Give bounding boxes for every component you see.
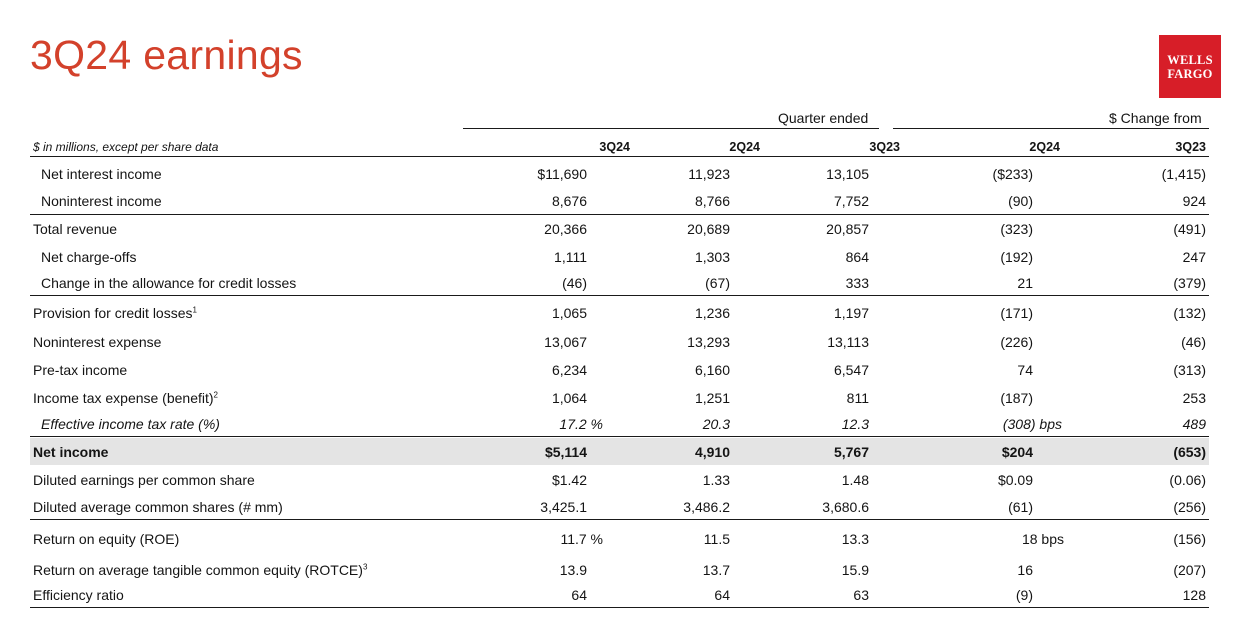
cell-3q24: 20,366 <box>544 221 587 237</box>
cell-2q24: 1,236 <box>694 304 730 321</box>
wells-fargo-logo <box>1159 35 1221 98</box>
row-label: Total revenue <box>33 221 118 237</box>
change-from-header: $ Change from <box>1109 110 1202 126</box>
col-header-change-3q23: 3Q23 <box>1175 140 1206 154</box>
cell-change-2q24: 18 bps <box>1021 530 1064 547</box>
cell-2q24: 64 <box>714 587 730 603</box>
row-label: Noninterest expense <box>33 334 162 350</box>
col-header-3q23: 3Q23 <box>869 140 900 154</box>
cell-change-3q23: (207) <box>1173 561 1206 578</box>
cell-3q23: 864 <box>845 249 869 265</box>
cell-3q23: 7,752 <box>833 193 869 209</box>
cell-3q24: 64 <box>571 587 587 603</box>
cell-change-3q23: (46) <box>1181 334 1206 350</box>
row-label: Diluted average common shares (# mm) <box>33 498 283 515</box>
row-label: Efficiency ratio <box>33 587 124 603</box>
row-label: Change in the allowance for credit losses <box>41 275 297 291</box>
cell-3q23: 12.3 <box>841 416 869 432</box>
cell-change-3q23: 253 <box>1182 390 1206 406</box>
row-label: Return on equity (ROE) <box>33 530 180 547</box>
table-row <box>30 556 1209 583</box>
row-label: Net interest income <box>41 166 162 182</box>
unit-label: $ in millions, except per share data <box>33 140 219 154</box>
row-label: Income tax expense (benefit)$^2$ <box>33 390 218 406</box>
cell-3q24: 13.9 <box>559 561 587 578</box>
cell-2q24: 1,303 <box>694 249 730 265</box>
cell-3q24: $5,114 <box>544 443 587 460</box>
row-label: Pre-tax income <box>33 362 128 378</box>
cell-3q23: 6,547 <box>833 362 869 378</box>
row-label: Provision for credit losses$^1$ <box>33 304 197 321</box>
logo-line-1: WELLS <box>1167 52 1213 67</box>
cell-3q24: 13,067 <box>544 334 587 350</box>
cell-3q23: 1.48 <box>841 472 869 488</box>
cell-change-3q23: (653) <box>1173 443 1206 460</box>
cell-3q24: 8,676 <box>551 193 587 209</box>
cell-2q24: 3,486.2 <box>683 498 730 515</box>
cell-3q23: 13.3 <box>841 530 869 547</box>
cell-change-3q23: 247 <box>1182 249 1206 265</box>
cell-change-3q23: (0.06) <box>1169 472 1206 488</box>
cell-change-3q23: (256) <box>1173 498 1206 515</box>
cell-change-3q23: (379) <box>1173 275 1206 291</box>
cell-2q24: 20.3 <box>702 416 730 432</box>
cell-3q24: 6,234 <box>551 362 587 378</box>
footnote-marker: 3 <box>362 561 368 571</box>
quarter-ended-header: Quarter ended <box>778 110 869 126</box>
cell-3q24: $11,690 <box>537 166 587 182</box>
cell-2q24: 6,160 <box>694 362 730 378</box>
cell-change-3q23: 128 <box>1182 587 1206 603</box>
table-row <box>30 271 1209 296</box>
cell-2q24: (67) <box>705 275 730 291</box>
cell-3q23: 20,857 <box>826 221 869 237</box>
cell-3q24: (46) <box>562 275 587 291</box>
cell-2q24: 11,923 <box>688 166 730 182</box>
cell-3q24: 11.7 % <box>560 530 603 547</box>
cell-2q24: 4,910 <box>694 443 730 460</box>
cell-2q24: 1.33 <box>702 472 730 488</box>
table-row <box>30 160 1209 188</box>
cell-2q24: 20,689 <box>687 221 730 237</box>
table-row <box>30 215 1209 243</box>
cell-change-2q24: $204 <box>1001 443 1033 460</box>
cell-3q24: $1.42 <box>551 472 587 488</box>
change-from-rule <box>893 128 1209 129</box>
cell-change-2q24: (308) bps <box>1002 416 1062 432</box>
cell-change-2q24: (9) <box>1015 587 1033 603</box>
cell-change-2q24: (171) <box>1000 304 1033 321</box>
row-label: Net income <box>33 443 109 460</box>
table-row <box>30 297 1209 328</box>
cell-change-3q23: (1,415) <box>1161 166 1206 182</box>
cell-2q24: 1,251 <box>694 390 730 406</box>
cell-3q23: 333 <box>845 275 869 291</box>
cell-change-3q23: (313) <box>1173 362 1206 378</box>
cell-change-2q24: (192) <box>1000 249 1033 265</box>
cell-change-3q23: (156) <box>1173 530 1206 547</box>
table-row <box>30 521 1209 556</box>
footnote-marker: 2 <box>213 390 218 400</box>
cell-change-2q24: (323) <box>1000 221 1033 237</box>
cell-3q24: 1,111 <box>554 249 587 265</box>
quarter-ended-rule <box>463 128 879 129</box>
row-label: Noninterest income <box>41 193 162 209</box>
cell-change-2q24: 21 <box>1017 275 1033 291</box>
table-row <box>30 384 1209 412</box>
row-label: Effective income tax rate (%) <box>41 416 220 432</box>
row-label: Return on average tangible common equity (ROTCE)$^3$ <box>33 561 368 578</box>
cell-change-2q24: $0.09 <box>997 472 1033 488</box>
cell-3q23: 63 <box>853 587 869 603</box>
cell-3q24: 1,065 <box>551 304 587 321</box>
table-row <box>30 412 1209 437</box>
cell-3q24: 17.2 % <box>559 416 603 432</box>
cell-change-3q23: (491) <box>1173 221 1206 237</box>
cell-3q24: 1,064 <box>551 390 587 406</box>
logo-line-2: FARGO <box>1167 66 1213 81</box>
cell-change-3q23: (132) <box>1173 304 1206 321</box>
cell-change-2q24: (226) <box>1000 334 1033 350</box>
table-row <box>30 466 1209 494</box>
table-row <box>30 356 1209 384</box>
footnote-marker: 1 <box>192 304 197 314</box>
cell-change-2q24: 74 <box>1017 362 1033 378</box>
cell-2q24: 13.7 <box>702 561 730 578</box>
table-row <box>30 583 1209 608</box>
table-row <box>30 188 1209 215</box>
row-label: Net charge-offs <box>41 249 137 265</box>
cell-3q23: 5,767 <box>833 443 869 460</box>
row-label: Diluted earnings per common share <box>33 472 255 488</box>
cell-change-2q24: (61) <box>1008 498 1033 515</box>
table-row <box>30 243 1209 271</box>
col-header-change-2q24: 2Q24 <box>1029 140 1060 154</box>
cell-change-3q23: 924 <box>1182 193 1206 209</box>
cell-3q23: 15.9 <box>841 561 869 578</box>
page-title: 3Q24 earnings <box>30 32 303 78</box>
table-row <box>30 438 1209 465</box>
cell-3q23: 3,680.6 <box>822 498 869 515</box>
cell-2q24: 13,293 <box>687 334 730 350</box>
cell-change-3q23: 489 <box>1182 416 1206 432</box>
table-row <box>30 328 1209 356</box>
cell-3q24: 3,425.1 <box>540 498 587 515</box>
col-header-2q24: 2Q24 <box>729 140 760 154</box>
cell-change-2q24: (90) <box>1008 193 1033 209</box>
cell-3q23: 13,113 <box>827 334 869 350</box>
cell-change-2q24: ($233) <box>992 166 1033 182</box>
cell-3q23: 811 <box>846 390 869 406</box>
cell-2q24: 11.5 <box>703 530 730 547</box>
cell-2q24: 8,766 <box>694 193 730 209</box>
col-header-3q24: 3Q24 <box>599 140 630 154</box>
table-row <box>30 494 1209 520</box>
cell-change-2q24: (187) <box>1000 390 1033 406</box>
cell-3q23: 1,197 <box>833 304 869 321</box>
cell-3q23: 13,105 <box>826 166 869 182</box>
column-header-row <box>30 140 1209 157</box>
cell-change-2q24: 16 <box>1017 561 1033 578</box>
